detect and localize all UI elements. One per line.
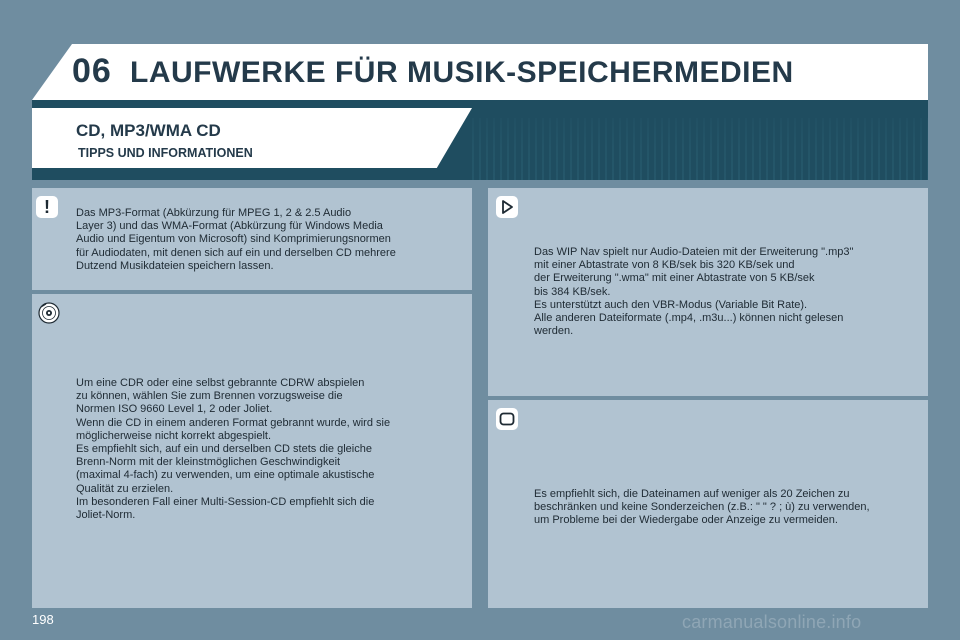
- note-text: Es empfiehlt sich, die Dateinamen auf weniger als 20 Zeichen zu beschränken und keine Sonderzeichen (z.B.: " " ? ; ù) zu verwenden, um Probleme bei der Wiedergabe oder Anzeige zu vermeiden.: [534, 488, 870, 527]
- cd-icon: [38, 302, 60, 324]
- band-fade: [472, 100, 928, 180]
- chapter-number: 06: [72, 52, 112, 90]
- page-number: 198: [32, 612, 54, 627]
- page-title: LAUFWERKE FÜR MUSIK-SPEICHERMEDIEN: [130, 56, 794, 89]
- cd-text: Um eine CDR oder eine selbst gebrannte CDRW abspielen zu können, wählen Sie zum Brennen vorzugsweise die Normen ISO 9660 Level 1, 2 oder Joliet. Wenn die CD in einem anderen Format gebrannt wurde, wird sie möglicherweise nicht korrekt abgespielt. Es empfiehlt sich, auf ein und derselben CD stets die gleiche Brenn-Norm mit der kleinstmöglichen Geschwindigkeit (maximal 4-fach) zu verwenden, um eine optimale akustische Qualität zu erzielen. Im besonderen Fall einer Multi-Session-CD empfiehlt sich die Joliet-Norm.: [76, 377, 391, 522]
- warning-text: Das MP3-Format (Abkürzung für MPEG 1, 2 & 2.5 Audio Layer 3) und das WMA-Format (Abkürzung für Windows Media Audio und Eigentum von Microsoft) sind Komprimierungsnormen für Audiodaten, mit denen sich auf ein und derselben CD mehrere Dutzend Musikdateien speichern lassen.: [76, 207, 396, 272]
- play-icon: [496, 196, 518, 218]
- warning-icon: !: [36, 196, 58, 218]
- watermark: carmanualsonline.info: [682, 612, 862, 632]
- section-title: CD, MP3/WMA CD: [76, 121, 221, 140]
- note-icon: [496, 408, 518, 430]
- section-subtitle: TIPPS UND INFORMATIONEN: [78, 146, 253, 160]
- info-text: Das WIP Nav spielt nur Audio-Dateien mit der Erweiterung ".mp3" mit einer Abtastrate von 8 KB/sek bis 320 KB/sek und der Erweiterung ".wma" mit einer Abtastrate von 5 KB/sek bis 384 KB/sek. Es unterstützt auch den VBR-Modus (Variable Bit Rate). Alle anderen Dateiformate (.mp4, .m3u...) können nicht gelesen werden.: [534, 246, 854, 338]
